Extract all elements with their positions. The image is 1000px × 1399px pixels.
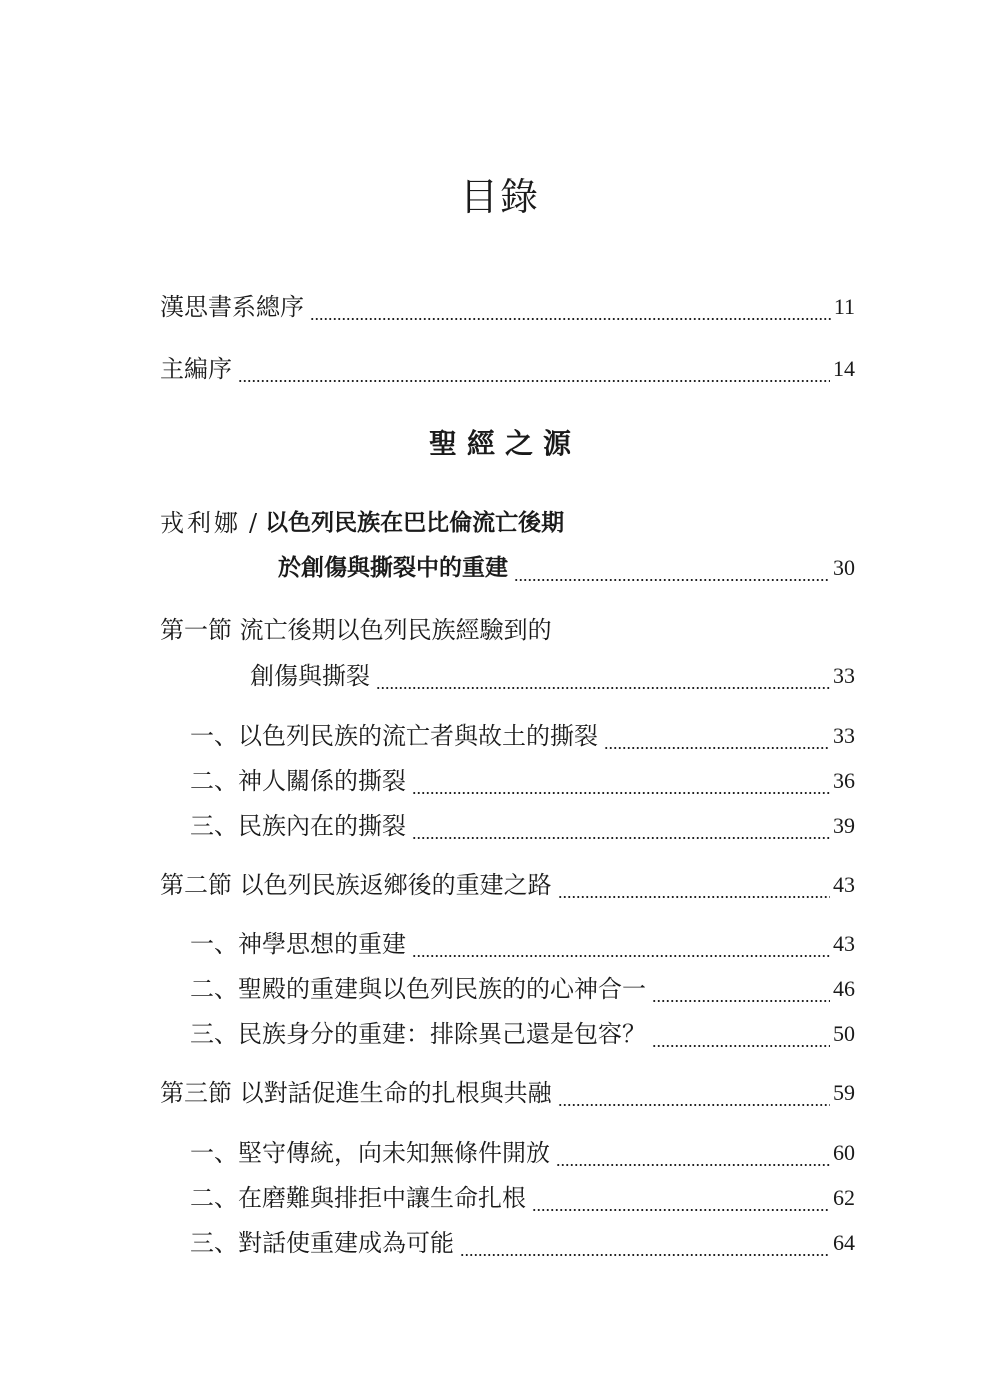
dot-leader bbox=[532, 1184, 830, 1212]
toc-entry-series-preface[interactable] bbox=[160, 287, 855, 327]
toc-page-number: 59 bbox=[833, 1080, 855, 1105]
toc-subentry[interactable] bbox=[190, 761, 855, 801]
toc-subentry[interactable] bbox=[190, 924, 855, 964]
subentry-label: 三、民族身分的重建：排除異己還是包容？ bbox=[190, 1020, 646, 1048]
toc-section-2[interactable] bbox=[160, 865, 855, 905]
toc-subentry[interactable] bbox=[190, 1014, 855, 1054]
section-title: 第一節 流亡後期以色列民族經驗到的 bbox=[160, 616, 552, 644]
subentry-label: 二、神人關係的撕裂 bbox=[190, 767, 406, 795]
article-title-line2[interactable] bbox=[278, 548, 855, 588]
dot-leader bbox=[412, 767, 830, 795]
toc-page-number: 60 bbox=[833, 1140, 855, 1165]
subentry-label: 二、在磨難與排拒中讓生命扎根 bbox=[190, 1184, 526, 1212]
toc-page-number: 30 bbox=[833, 555, 855, 580]
dot-leader bbox=[514, 554, 830, 582]
toc-subentry[interactable] bbox=[190, 716, 855, 756]
toc-page-number: 50 bbox=[833, 1021, 855, 1046]
toc-subentry[interactable] bbox=[190, 806, 855, 846]
article-title-cont: 於創傷與撕裂中的重建 bbox=[278, 555, 508, 581]
toc-page-number: 33 bbox=[833, 723, 855, 748]
toc-section-1[interactable] bbox=[160, 610, 855, 650]
article-author: 戎利娜 bbox=[160, 509, 241, 537]
dot-leader bbox=[558, 1079, 830, 1107]
toc-page-number: 43 bbox=[833, 931, 855, 956]
toc-section-1-cont[interactable] bbox=[250, 656, 855, 696]
section-title: 第二節 以色列民族返鄉後的重建之路 bbox=[160, 871, 552, 899]
toc-subentry[interactable] bbox=[190, 1178, 855, 1218]
dot-leader bbox=[558, 871, 830, 899]
toc-page-number: 36 bbox=[833, 768, 855, 793]
section-title: 第三節 以對話促進生命的扎根與共融 bbox=[160, 1079, 552, 1107]
toc-section-3[interactable] bbox=[160, 1073, 855, 1113]
toc-page-number: 14 bbox=[833, 356, 855, 381]
subentry-label: 三、對話使重建成為可能 bbox=[190, 1229, 454, 1257]
toc-entry-label: 漢思書系總序 bbox=[160, 293, 304, 321]
dot-leader bbox=[376, 662, 830, 690]
dot-leader bbox=[652, 1020, 830, 1048]
dot-leader bbox=[412, 812, 830, 840]
toc-subentry[interactable] bbox=[190, 1223, 855, 1263]
dot-leader bbox=[652, 975, 830, 1003]
toc-page-number: 43 bbox=[833, 872, 855, 897]
subentry-label: 二、聖殿的重建與以色列民族的的心神合一 bbox=[190, 975, 646, 1003]
toc-page-number: 64 bbox=[833, 1230, 855, 1255]
toc-page-number: 62 bbox=[833, 1185, 855, 1210]
dot-leader bbox=[460, 1229, 830, 1257]
toc-page-number: 46 bbox=[833, 976, 855, 1001]
dot-leader bbox=[556, 1139, 830, 1167]
toc-subentry[interactable] bbox=[190, 1133, 855, 1173]
toc-page-number: 11 bbox=[833, 294, 855, 319]
toc-page-number: 39 bbox=[833, 813, 855, 838]
toc-page-number: 33 bbox=[833, 663, 855, 688]
dot-leader bbox=[238, 355, 830, 383]
dot-leader bbox=[604, 722, 830, 750]
toc-subentry[interactable] bbox=[190, 969, 855, 1009]
subentry-label: 一、以色列民族的流亡者與故土的撕裂 bbox=[190, 722, 598, 750]
toc-entry-editor-preface[interactable] bbox=[160, 349, 855, 389]
author-separator: / bbox=[249, 509, 258, 537]
dot-leader bbox=[310, 293, 831, 321]
section-heading: 聖經之源 bbox=[428, 427, 581, 460]
page-title: 目錄 bbox=[459, 175, 540, 219]
subentry-label: 一、神學思想的重建 bbox=[190, 930, 406, 958]
article-title-line1[interactable] bbox=[160, 503, 855, 543]
toc-entry-label: 主編序 bbox=[160, 355, 232, 383]
dot-leader bbox=[412, 930, 830, 958]
section-title-cont: 創傷與撕裂 bbox=[250, 662, 370, 690]
subentry-label: 一、堅守傳統，向未知無條件開放 bbox=[190, 1139, 550, 1167]
subentry-label: 三、民族內在的撕裂 bbox=[190, 812, 406, 840]
article-title: 以色列民族在巴比倫流亡後期 bbox=[265, 510, 565, 536]
